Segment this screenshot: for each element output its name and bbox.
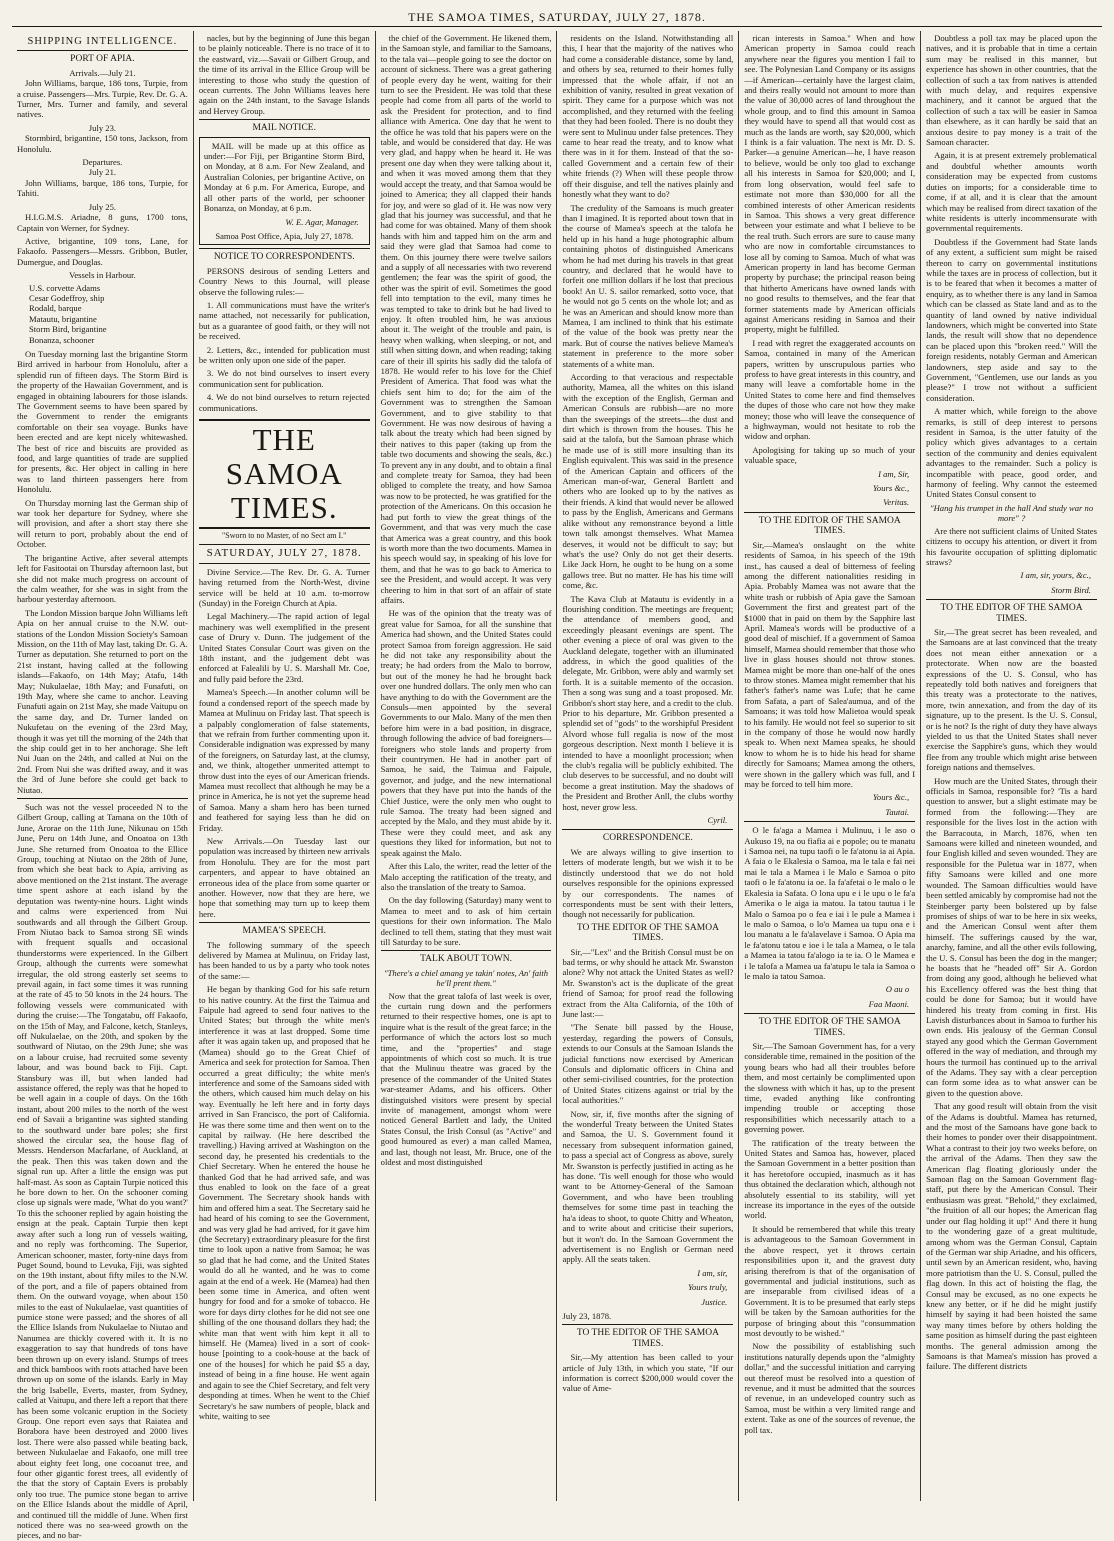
- column-3: [376, 31, 558, 1501]
- article-paragraph: On Tuesday morning last the brigantine Storm Bird arrived in harbour from Honolulu, after a splendid run of fifteen days. The Storm Bird is the property of the Hawaiian Government, and is engaged in obtaining labourers for those islands. The Government seems to have been spared by the Government to render the emigrants comfortable on their sea voyage. Bunks have been erected and are kept nicely whitewashed. The best of rice and biscuits are provided as food, and large quantities of trade are supplied for presents, &c. Her object in calling in here was to land thirteen passengers here from Honolulu.: [17, 348, 188, 495]
- article-paragraph: After this Lalo, the writer, read the letter of the Malo accepting the ratification of the treaty, and also the translation of the treaty to Samoa.: [380, 861, 552, 892]
- article-paragraph: On the day following (Saturday) many went to Mamea to meet and to ask of him certain questions for their own information. The Malo declined to tell them, stating that they must wait till Saturday to be sure.: [380, 895, 552, 947]
- list-item: Bonanza, schooner: [29, 334, 95, 345]
- article-paragraph: The Kava Club at Matautu is evidently in a flourishing condition. The meetings are frequent; the attendance of members good, and exceedingly pleasant evenings are spent. The other evening a piece of oral was given to the Auckland delegate, together with an illuminated address, in which the good qualities of the delegate, Mr. Gribbon, were ably and warmly set forth. It is a suitable memento of the occasion. Then a song was sung and a toast proposed. Mr. Gribbon's short stay here, and a credit to the club. Prior to his departure, Mr. Gribbon presented a splendid set of "gods" to the worshipful President Alvord whose full regalia is now of the most gorgeous description. Next month I believe it is intended to have a moonlight procession; when the club's regalia will be publicly exhibited. The club deserves to be successful, and no doubt will become a great institution. May the shadows of the President and Brother Anll, the clubs worthy host, never grow less.: [562, 593, 734, 812]
- divider: [17, 50, 188, 51]
- article-paragraph: The following summary of the speech delivered by Mamea at Mulinuu, on Friday last, has been handed to us by a party who took notes of the same:—: [198, 939, 370, 981]
- signature: I am, Sir,: [878, 468, 910, 479]
- departure-date: July 25.: [88, 201, 117, 212]
- divider: [199, 119, 370, 120]
- letter-heading: TO THE EDITOR OF THE SAMOA TIMES.: [758, 515, 901, 537]
- letter-paragraph: Are there not sufficient claims of United States citizens to occupy his attention, or divert it from his favourite occupation of splitting diplomatic straws?: [926, 525, 1097, 567]
- article-paragraph: Now that the great talofa of last week is over, the curtain rung down and the performers returned to their respective homes, one is apt to inquire what is the result of the great farce; in the performance of which the actors lost so much time, and the "properties" and stage appointments of which cost so much. It is true that the Mulinuu theatre was graced by the presence of the commander of the United States war-steamer Adams, and his officers. Other distinguished visitors were present by special invite of management, amongst whom were noticed General Bartlett and lady, the United States Consul, the Irish Consul (as "Active" and good humoured as ever) a man called Mamea, and last, though not least, Mr. Bruce, one of the oldest and most distinguished: [380, 990, 552, 1168]
- letter-paragraph: Sir,—"Lex" and the British Consul must be on bad terms, or why should he attack Mr. Swanston alone? Why not attack the United States as well? Mr. Swanston's act is the duplicate of the great friend of Samoa; for proof read the following extract from the Alta California, of the 10th of June last:—: [562, 946, 734, 1019]
- letter-paragraph: Sir,—Mamea's onslaught on the white residents of Samoa, in his speech of the 19th inst., has caused a deal of bitterness of feeling among the different nationalities residing in Apia. Probably Mamea was not aware that the white trash or rubbish of Apia gave the Samoan Government the first and greatest part of the $1000 that in paid on them by the Sapphire last April. Mamea's words will be productive of a good deal of mischief. If a government of Samoa himself, Mamea should remember that those who live in glass houses should not throw stones. Mamea might be more than one-half of the ones to throw stones. Mamea might remember that his father's father's name was Lufe; that he came from Safata, a part of Salea'aumua, and of the Samoans; it was told how Malietoa would speak to his family. He would not feel so superior to sit in the company of those he would now hardly speak to. When next Mamea speaks, he should know to whom he is to hide his head for shame directly for Samoans; Mamea among the others, were shown in the gallery which was full, and I may be forced to tell him more.: [744, 539, 916, 790]
- arrival-entry: Stormbird, brigantine, 150 tons, Jackson, from Honolulu.: [17, 133, 188, 154]
- divider: [744, 821, 915, 822]
- article-paragraph: Divine Service.—The Rev. Dr. G. A. Turner having returned from the North-West, divine service will be held at 10 a.m. to-morrow (Sunday) in the Foreign Church at Apia.: [198, 566, 370, 609]
- article-paragraph: On Thursday morning last the German ship of war took her departure for Sydney, where she will provision, and after a short stay there she will return to port, probably about the end of October.: [17, 497, 188, 550]
- article-paragraph: Legal Machinery.—The rapid action of legal machinery was well exemplified in the present case of Drury v. Dunn. The judgement of the United States Consular Court was given on the 18th instant, and the judgement debt was enforced at Falealili by U. S. Marshall Mr. Coe, and fully paid before the 23rd.: [198, 611, 370, 684]
- harbour-head: Vessels in Harbour.: [69, 270, 136, 281]
- departure-entry: H.I.G.M.S. Ariadne, 8 guns, 1700 tons, Captain von Werner, for Sydney.: [17, 212, 188, 233]
- motto: "Sworn to no Master, of no Sect am I.": [222, 531, 347, 540]
- letter-paragraph: Now the possibility of establishing such institutions naturally depends upon the "almighty dollar," and the successful initiation and carrying out thereof must be resolved into a question of revenue, and it must be admitted that the sources of revenue, in an undeveloped country such as Samoa, must be within a very limited range and extent. Take as one of the sources of revenue, the poll tax.: [744, 1341, 916, 1435]
- talk-title: TALK ABOUT TOWN.: [420, 954, 512, 965]
- signature: I am, sir,: [697, 1267, 728, 1278]
- article-paragraph: Mamea's Speech.—In another column will be found a condensed report of the speech made by Mamea at Mulinuu on Friday last. That speech is a palpably conglomeration of false statements, that we refrain from further commenting upon it. Considerable indignation was expressed by many of the foreigners, on Saturday last, at the clumsy, and, we think, altogether unmerited attempt to throw dust into the eyes of our American friends. Mamea must recollect that although he may be a prince in America, he is not yet the supreme head of Samoa. Many a sham hero has been turned and feathered for saying less than he did on Friday.: [198, 687, 370, 833]
- samoan-letter: O le fa'aga a Mamea i Mulinuu, i le aso o Aukuso 19, na ou fiafia ai e popole; ou te manatu i Samoa nei, na tupu taofi o le fa'atonu ia ai Apia. A faia o le Ekalesia o Samoa, ma le tala e fai nei mai le tala a Mamea i le Malo e Samoa o pito taofi o le fa'atonu ia oe. Ia fa'afetai o le malo o le Ekalesia ia Safata. O lona upu e i le upu o le fa'a Amerika o le aiga ia matou. Ia tatou tautua i le Malo o Samoa po o fea e iai i le pule a Mamea i le malo o Samoa, o lo'o Mamea ua tupu ona e i lou manatu a le fa'alavelave i Samoa. O Apia ma le fa'atonu tatou e ioe i le tala a Mamea, o le tala a Mamea ia tatou fa'alogo ia te ia. O le Mamea e i le talofa a Mamea ua fa'atupu le tala ia Samoa o le malo ia tatou Samoa.: [744, 825, 916, 981]
- article-paragraph: The London Mission barque John Williams left Apia on her annual cruise to the N.W. out-stations of the London Mission Society's Samoan Mission, on the 11th of May last, taking Dr. G. A. Turner as deputation. She returned to port on the 21st instant, having called at the following islands—Fakaofo, on 14th May; Atafu, 14th May; Nukulaelae, 18th May; and Funafuti, on 19th May, where she came to anchor. Leaving Funafuti again on 21st May, she made Vaitupu on the same day, and Dr. Turner landed on Nukufetau on the evening of the 23rd May, though it was yet till the morning of the 24th that the ship could get in to her anchorage. She left Nui Juan on the 24th, and called at Nui on the 2nd. From Nui she was drifted away, and it was the 3rd of June before she could get back to Niutao.: [17, 607, 188, 795]
- divider: [744, 512, 915, 513]
- signature: Cyril.: [707, 815, 728, 826]
- notice-title: NOTICE TO CORRESPONDENTS.: [213, 252, 355, 263]
- letter-paragraph: rican interests in Samoa." When and how American property in Samoa could reach anywhere near the figures you mention I fail to see. The Polynesian Land Company or its assigns—if American—certainly have the largest claim, and theirs really would not amount to more than the value of 30,000 acres of land throughout the whole group, and to find this amount in Samoa they would have to spend all that would cost as much as the lands are worth, say $20,000, which I think is a fair valuation. The next is Mr. D. S. Parker—a genuine American—he, I have reason to believe, would be only too glad to exchange all his interests in Samoa for $20,000; and I, from long observation, would feel safe to estimate not more than $30,000 for all the combined interests of other American residents in Samoa. This shows a very great difference between your estimate and what I believe to be the real truth. Such errors are sure to cause many who are now in comfortable circumstances to lose all by coming to Samoa. Much of what was American property in land has become German property by purchase; the principal reason being that hitherto Americans have owned lands with no good results to themselves, and the fear that former statements made by American officials against Americans residing in Samoa and their property, might be fulfilled.: [744, 33, 916, 335]
- divider: [562, 829, 733, 830]
- arrival-entry: John Williams, barque, 186 tons, Turpie, from a cruise. Passengers—Mrs. Turpie, Rev. Dr. G. A. Turner, Mrs. Turner and family, and several natives.: [17, 78, 188, 120]
- article-paragraph: nacles, but by the beginning of June this began to be plainly noticeable. There is no trace of it to the eastward, viz.—Savaii or Gilbert Group, and the time of its arrival in the Ellice Group will be interesting to those who study the question of ocean currents. The John Williams leaves here again on the 24th instant, to the Savage Islands and Hervey Group.: [198, 33, 370, 116]
- letter-heading: TO THE EDITOR OF THE SAMOA TIMES.: [940, 603, 1083, 624]
- divider: [199, 544, 370, 545]
- mail-notice: [199, 137, 370, 246]
- arrivals-head: Arrivals.—July 21.: [69, 67, 136, 78]
- divider: [562, 1324, 733, 1325]
- letter-paragraph: I read with regret the exaggerated accounts on Samoa, contained in many of the American papers, written by unscrupulous parties who profess to have great interests in this country, and many will leave a comfortable home in the United States to come here and find themselves the dupes of those who care not how they make money; those who will leave the consequence of a highwayman, would not hesitate to rob the widow and orphan.: [744, 337, 916, 442]
- article-paragraph: The credulity of the Samoans is much greater than I imagined. It is reported about town that in the course of Mamea's speech at the talofa he held up in his hand a huge photographic album containing photos of distinguished Americans whom he had met during his travels in that great country, and declared that he would have to forfeit one million dollars if he lost that precious book! An U. S. sailor remarked, sotto voce, that he would not go 5 cents on the whole lot; and as he was an American and should know more than Mamea, I am inclined to think that his estimate of the value of the book was pretty near the mark. But of course the natives believe Mamea's statement in preference to the more sober statements of a white man.: [562, 202, 734, 369]
- shipping-title: SHIPPING INTELLIGENCE.: [27, 36, 178, 47]
- notice-rule: 1. All communications must have the writer's name attached, not necessarily for publication, but as a guarantee of good faith, or they will not be received.: [198, 299, 370, 342]
- letter-date: July 23, 1878.: [562, 1310, 612, 1321]
- divider: [744, 1013, 915, 1014]
- letter-heading: TO THE EDITOR OF THE SAMOA TIMES.: [576, 1328, 719, 1349]
- article-paragraph: The brigantine Active, after several attempts left for Fasitootai on Thursday afternoon last, but she did not make much progress on account of the calm weather, for she was in sight from the harbour yesterday afternoon.: [17, 552, 188, 605]
- verse-quote: "Hang his trumpet in the hall And study war no more" ?: [929, 502, 1094, 524]
- divider: [926, 599, 1097, 600]
- signature: Justice.: [701, 1296, 728, 1307]
- letter-paragraph: A matter which, while foreign to the above remarks, is still of deep interest to persons resident in Samoa, is the utter fatuity of the policy which gives advantages to a certain section of the community and denies equivalent advantages to the remainder. Such a policy is incompatible with peace, good order, and harmony of feeling. Why cannot the esteemed United States Consul consent to: [926, 406, 1097, 500]
- list-item: Storm Bird, brigantine: [29, 324, 107, 335]
- letter-heading: TO THE EDITOR OF THE SAMOA TIMES.: [758, 1017, 901, 1038]
- article-paragraph: Such was not the vessel proceeded N to the Gilbert Group, calling at Tamana on the 10th of June, Arorae on the 11th June, Nikunau on 15th June, Peru on 14th June, and Onoatoa on 13th June. She returned from Onoatoa to the Ellice Group, touching at Niutao on the 28th of June, from which she beat back to Apia, arriving as above mentioned on the 21st instant. The average time spent ashore at each island by the deputation was twenty-nine hours. Light winds and calms were experienced from Nui southwards and all through the Gilbert Group. From Niutao back to Samoa strong SE winds with frequent squalls and occasional thunderstorms were experienced. In the Gilbert Group, although the currents were somewhat irregular, the old strong easterly set seems to prevail again, in fact some times it was running at the rate of 45 to 50 knots in the 24 hours. The following vessels were communicated with during the cruise:—The Tongatabu, off Fakaofo, on the 15th of May, and Falcone, ketch, Stanleys, off Nukulaelae, on the 20th, and spoken by the southward of Niutao, on the 29th June; she was on a labour cruise, had recruited some seventy labour, and was bound back to Fiji. Capt. Stansbury was ill, but when landed had assistance offered, the reply was that he hoped to be well again in a couple of days. On the 16th instant, about 200 miles to the north of the west end of Savaii a brigantine was sighted standing to the southward under bare poles; she first showed the circular sea, the house flag of Messrs. Henderson Macfarlane, of Auckland, at the peak. Then this was taken down and the signal run up. After a little the ensign was put half-mast. As soon as Captain Turpie noticed this he bore down to her. On the schooner coming close up signals were made, 'What do you want?' To this the schooner replied by again hoisting the ensign at the peak. Captain Turpie then kept away after such a long run of vessels waiting, and no reply was forthcoming. The Superior, American schooner, master, forty-nine days from Puget Sound, bound to Levuka, Fiji, was sighted on the 19th instant, about fifty miles to the N.W. of the port, and a file of papers obtained from them. On the outward voyage, when about 150 miles to the east of Nukulaelae, vast quantities of pumice stone were passed; and the shores of all the Ellice Islands from Nukulaelae to Niutao and Nanumea are thickly covered with it. It is no exaggeration to say that hundreds of tons have been thrown up on every island. Stumps of trees and thick bamboos with roots attached have been thrown up on some of the islands. Early in May the brig Isabelle, Everts, master, from Sydney, called at Vaitupu, and there left a report that there has been some volcanic eruption in the Society Group. One report even says that Raiatea and Borabora have been destroyed and 2000 lives lost. There were also passed while beating back, between Nukulaelae and Fakaofo, one mill tree about eighty feet long, one cocoanut tree, and four other gigantic forest trees, all evidently of the that the story of Captain Evers is probably only too true. The pumice stone began to arrive on the Ellice Islands about the middle of April, and continued till the middle of June. When first noticed there was no sea-weed growth on the pieces, and no bar-: [17, 802, 188, 1541]
- departure-entry: John Williams, barque, 186 tons, Turpie, for Tahiti.: [17, 177, 188, 199]
- letter-paragraph: Sir,—My attention has been called to your article of July 13th, in which you state, "If our information is correct $200,000 would cover the value of Ame-: [562, 1352, 734, 1394]
- running-head: THE SAMOA TIMES, SATURDAY, JULY 27, 1878.: [12, 8, 1102, 27]
- signature: Storm Bird.: [1051, 584, 1091, 595]
- departure-date: July 21.: [88, 167, 117, 178]
- notice-rule: 2. Letters, &c., intended for publication must be written only upon one side of the paper.: [198, 344, 370, 365]
- list-item: U.S. corvette Adams: [29, 282, 101, 293]
- letter-paragraph: Sir,—The Samoan Government has, for a very considerable time, remained in the position of the young bears who had all their troubles before them, and most certainly be complimented upon the slowness with which it has, up to the present time, evaded anything like confronting impending trouble or accepting those responsibilities which necessarily attach to a governing power.: [744, 1040, 916, 1135]
- mail-notice-text: MAIL will be made up at this office as under:—For Fiji, per Brigantine Storm Bird, on Monday, at 8 a.m. For New Zealand, and Australian Colonies, per brigantine Active, on Monday at 6 p.m. For America, Europe, and all other parts of the world, per schooner Bonanza, on Monday, at 6 p.m.: [203, 140, 365, 214]
- column-6: [921, 31, 1102, 1501]
- signature: Yours &c.,: [872, 483, 910, 494]
- divider: [199, 563, 370, 564]
- letter-paragraph: It should be remembered that while this treaty is advantageous to the Samoan Government in the above respect, yet it throws certain responsibilities upon it, and the gravest duty arising therefrom is that of the organisation of governmental and judicial institutions, such as are inseparable from civilised ideas of a Government. It is to be presumed that early steps will be taken by the Samoan authorities for the purpose of bringing about this "consummation most devoutly to be wished.": [744, 1223, 916, 1338]
- editorial-note: We are always willing to give insertion to letters of moderate length, but we wish it to be distinctly understood that we do not hold ourselves responsible for the opinions expressed by our correspondents. The names of correspondents must be sent with their letters, though not necessarily for publication.: [562, 846, 734, 920]
- letter-paragraph: Apologising for taking up so much of your valuable space,: [744, 444, 916, 466]
- columns: [12, 31, 1102, 1541]
- column-1: [12, 31, 194, 1541]
- column-2: [194, 31, 376, 1501]
- list-item: Matautu, brigantine: [29, 313, 97, 324]
- column-5: [739, 31, 921, 1501]
- arrival-date: July 23.: [88, 122, 117, 133]
- article-paragraph: He was of the opinion that the treaty was of great value for Samoa, for all the sunshine that America had shown, and the United States could protect Samoa from foreign aggression. He said he did not take any responsibility about the treaty; he had orders from the Malo to borrow, but out of the money he had he brought back over one hundred dollars. The only men who can have anything to do with the Government are the Consuls—men appointed by the several Governments to our Malo. Many of the men then before him were in a bad position, in disgrace, through following the advice of bad foreigners—foreigners who stole lands and property from their countrymen. He had in another part of Samoa, he said, the Taimua and Faipule, governor, and judge, and the new international powers that they have put into the hands of the Chief Justice, were the only men who ought to rule Samoa. The treaty had been signed and accepted by the Malo, and they must abide by it. These were they could meet, and ask any questions they liked for information, but not to speak against the Malo.: [380, 608, 552, 858]
- divider: [199, 922, 370, 923]
- letter-heading: TO THE EDITOR OF THE SAMOA TIMES.: [576, 922, 719, 944]
- article-paragraph: He began by thanking God for his safe return to his native country. At the first the Taimua and Faipule had agreed to send four natives to the United States; but through the white men's interference it was at last dropped. Some time after it was again taken up, and proposed that he (Mamea) should go to the Great Chief of America and seek for protection for Samoa. Then occurred a great difficulty; the white men's interference and some of the Samoans sided with the others, which caused him much delay on his way. Eventually he left here and in forty days arrived in San Francisco, the port of California. He was there some time and then went on to the capital by railway. (He here described the travelling.) Having arrived at Washington on the second day, he presented his credentials to the Chief Secretary. When he entered the house he thanked God that he had arrived safe, and was thus enabled to look on the face of a great Government. The Secretary shook hands with him and offered him a seat. The Secretary said he had heard of his coming to see the Government, and was very glad he had arrived, for it gave him (the Secretary) extraordinary pleasure for the first time to look upon a native from Samoa; he was so glad that he had come, and the United States would do all he wanted, and he was to come again at the end of a week. He (Mamea) had then been some time in America, and often went hungry for food and for a smoke of tobacco. He wore for days dirty clothes for he did not see one shilling of the one thousand dollars they had; the white man that went with him kept it all to himself. He (Mamea) lived in a sort of cook-house [pointing to a cook-house at the back of one of the houses] for which he paid $5 a day, instead of being in a fine house. He went again and again to see the Chief Secretary, and felt very desponding at times. When he went to the Chief Secretary's he saw numbers of people, black and white, waiting to see: [198, 984, 370, 1421]
- letter-paragraph: The ratification of the treaty between the United States and Samoa has, however, placed the Samoan Government in a better position than it has heretofore occupied, inasmuch as it has thus obtained the declaration which, although not absolutely essential to its stability, will yet increase its importance in the eyes of the outside world.: [744, 1137, 916, 1221]
- talk-quote: "There's a chiel amang ye takin' notes, An' faith he'll prent them.": [384, 967, 549, 989]
- signature: I am, sir, yours, &c.,: [1020, 570, 1091, 581]
- dateline: SATURDAY, JULY 27, 1878.: [206, 547, 362, 560]
- list-item: Rodald, barque: [29, 303, 82, 314]
- article-paragraph: residents on the Island. Notwithstanding all this, I hear that the majority of the natives who had come a considerable distance, some by land, and others by sea, returned to their homes fully impressed that the whole affair, if not an exhibition of vanity, resulted in great vexation of spirit. They came for a purpose which was not accomplished, and they returned with the feeling that they had been fooled. There is no doubt they were sent to Mulinuu under false pretences. They came to hear read the treaty, and to know what there was in it for them. Instead of that the so-called Government and a certain few of their white friends (?) When will these people throw off their disguise, and tell the natives plainly and honestly what they want to do?: [562, 33, 734, 200]
- signature: O au o: [885, 984, 910, 995]
- list-item: Cesar Godeffroy, ship: [29, 292, 105, 303]
- column-4: [557, 31, 739, 1501]
- mail-notice-place: Samoa Post Office, Apia, July 27, 1878.: [215, 230, 354, 241]
- departures-head: Departures.: [82, 157, 123, 168]
- notice-rule: 4. We do not bind ourselves to return rejected communications.: [198, 392, 370, 413]
- signature: Veritas.: [883, 497, 910, 508]
- signature: Tautai.: [885, 806, 910, 817]
- letter-paragraph: Doubtless if the Government had State lands of any extent, a sufficient sum might be raised thereon to carry on governmental institutions while the taxes are in process of collection, but it is to be feared that when it becomes a matter of enquiry, as to whether there is any land in Samoa which can be classed as State land and as to the quantity of land owned by native individual landowners, which might be converted into State lands, the result will show that no dependence can be placed upon this "broken reed." Will the foreign residents, notably German and American landowners, step aside and say to the Government, "Gentlemen, use our lands as you please?" I trow not without a sufficient consideration.: [926, 236, 1097, 403]
- article-paragraph: the chief of the Government. He likened them, in the Samoan style, and familiar to the Samoans, to the tala vai—people going to see the doctor on account of sickness. There was a great gathering of people every day he went, waiting for their turn to see the President. He was told that these people had come from all parts of the world to ask the President for protection, and to find alliance with America. One day that he went to the office he was told that his papers were on the table, and would be considered that day. He was very glad, and happy when he heard it. He was present one day when they were talking about it, and when it was moved among them that they would accept the treaty, and that Samoa would be joined to America; they all clapped their hands for joy, and were so glad of it. He was now very glad that his journey was successful, and that he had come for was obtained. Many of them shook hands with him and tapped him on the arm and said they were glad that Samoa had come to them. On this journey there were twelve sailors and a supply of all necessaries with two reverend gentlemen; the fear was the spirit of good, the other was the spirit of evil. Sometimes the good fell into temptation to the evil, many times he was tempted to take to drink but he had lived to enjoy. It often troubled him, he was anxious about it. The weight of the trouble and pain, is heavy when walking, when sleeping, or not, and still when sitting down, and when reading; taking care of their ill spirits his sadly did the talofa of 1878. He would refer to his love for the Chief President of America. That food was what the chiefs sent him to do; for the aim of the Government was to strengthen the Samoan Government, and to give stability to that Government. He was now desirous of having a talk about the treaty which had been signed by their natives to this paper (taking up from the table two documents and showing the seals, &c.) To prevent any in any doubt, and to obtain a final and complete treaty for Samoa, they had been obliged to complete the treaty, and how Samoa was now to be protected, he was gratified for the protection of the Americans. On this occasion he had put forth to view the great things of the Government, and that was very much the case that America was a great country, and this book is worth more than the two documents. Mamea in his speech would say, in speaking of his love for them, and that he was to go back to America to see the President, and would accept. It was very cheering to him in that sort of an affair of state affairs.: [380, 33, 552, 605]
- mail-notice-title: MAIL NOTICE.: [252, 123, 316, 134]
- speech-title: MAMEA'S SPEECH.: [242, 926, 327, 937]
- signature: Yours truly,: [687, 1282, 728, 1293]
- article-paragraph: New Arrivals.—On Tuesday last our population was increased by thirteen new arrivals from Honolulu. They are for the most part carpenters, and appear to have obtained an erroneous idea of the place from some quarter or another. However, now that they are here, we hope that something may turn up to keep them here.: [198, 835, 370, 919]
- letter-paragraph: Doubtless a poll tax may be placed upon the natives, and it is probable that in time a certain sum may be realised in this manner, but experience has shown in other countries, that the collection of such a tax from natives is attended with much delay, and requires expensive machinery, and it cannot be argued that the collection of such a tax will be easier in Samoa than elsewhere, as it can hardly be said that an anxious desire to pay money is a trait of the Samoan character.: [926, 33, 1097, 148]
- departure-entry: Active, brigantine, 109 tons, Lane, for Fakaofo. Passengers—Messrs. Gribbon, Butler, Dumergue, and Douglas.: [17, 235, 188, 267]
- letter-paragraph: That any good result will obtain from the visit of the Adams is doubtful. Mamea has returned, and the most of the Samoans have gone back to their homes to ponder over their disappointment. What a contrast to their joy two weeks before, on the arrival of the Adams. Then they saw the American flag floating gloriously under the Samoan flag on the Samoan Government flag-staff, put there by the American Consul. Their enthusiasm was great. "Behold," they exclaimed, "the fruition of all our hopes; the American flag under our flag holding it up!" And there it hung to the wondering gaze of a great multitude, among whom was the German Consul, Captain of the German war ship Ariadne, and his officers, until sewn by an American resident, who, having more patriotism than the U. S. Consul, pulled the flag down. In this act of hoisting the flag, the Consul may be excused, as no one expects he knew any better, or if he did he might justify himself by saying it had been hoisted the same way many times before by others holding the same position as himself during the past eighteen months. The general admission among the Samoans is that Mamea's mission has proved a failure. The different districts: [926, 1101, 1097, 1372]
- notice-rule: 3. We do not bind ourselves to insert every communication sent for publication.: [198, 368, 370, 389]
- divider: [381, 950, 552, 951]
- letter-paragraph: Again, it is at present extremely problematical and doubtful whether amounts worth consideration may be expected from customs duties on imports; for a considerable time to come, if at all, and it is clear that the amount which may be realised from direct taxation of the white residents is utterly incommensurate with governmental requirements.: [926, 150, 1097, 234]
- correspondence-title: CORRESPONDENCE.: [602, 833, 693, 844]
- mail-notice-signature: W. E. Agar, Manager.: [285, 216, 359, 227]
- divider: [17, 798, 188, 799]
- harbour-list: [29, 283, 188, 345]
- divider: [199, 248, 370, 249]
- letter-paragraph: How much are the United States, through their officials in Samoa, responsible for? 'Tis a hard question to answer, but a slight estimate may be formed from the following:—They are responsible for the lives lost in the action with the Barracouta, in March, 1876, when ten Samoans were killed and nineteen wounded, and four English killed and seven wounded. They are responsible for the Puletua war in 1877, when fifty Samoans were killed and one more wounded. The Samoan difficulties would have been settled amicably by compromise had not the Steinberger party been bolstered up by false promises of ships of war to be here in six weeks, and the American Consul went after them himself. The sufferings caused by the war, anarchy, famine, and all the other evils following, the U. S. Consul has been the dog in the manger; he boasts that he "headed off" Sir A. Gordon from doing any good, although he believed what his Excellency offered was the best thing that could be done for Samoa; but it would have hindered his treaty from coming in first. His Lavish disturbances about in Samoa to further his own ends. His jealousy of the German Consul stayed any good which the German Government offered in the way of mediation, and through my hours the turmoil has continued up to the arrival of the Adams. They say with a clear perception can form some idea as to what answer can be given to the question above.: [926, 775, 1097, 1098]
- signature: Faa Maoni.: [868, 998, 910, 1009]
- letter-paragraph: Sir,—The great secret has been revealed, and the Samoans are at last convinced that the treaty does not mean either annexation or a protectorate. When now are the boasted expressions of the U. S. Consul, who has repeatedly told both natives and foreigners that this treaty was a protectorate to the natives, more, twin annexation, and from the day of its signature, up to the present. Is the U. S. Consul, or is he not? Is the right of duty they have always yielded to us that the United States shall never exercise the Sapphire's guns, which they would flee from any trouble which might arise between foreign nations and themselves.: [926, 626, 1097, 773]
- notice-text: PERSONS desirous of sending Letters and Country News to this Journal, will please observe the following rules:—: [198, 265, 370, 297]
- article-paragraph: According to that veracious and respectable authority, Mamea, all the whites on this island with the exception of the English, German and American Consuls are rubbish—are no more than the sweepings of the streets—the dust and dirt which is thrown from the houses. This he said at the talofa, but the Samoan phrase which he made use of is still more insulting than its English equivalent. This was said in the presence of the American Captain and officers of the American man-of-war, General Bartlett and others who are looked up to by the natives as their friends. A kind that would never be allowed to pass by the English, Americans and Germans alike without any remonstrance beyond a little town talk amongst themselves. What Mamea deserves, it would not be difficult to say; but what's the use? Only do not get their deserts. Like Jack Horn, he ought to be hung on a some gallows tree. But no matter. He has his time will come, &c.: [562, 372, 734, 591]
- signature: Yours &c.,: [872, 792, 910, 803]
- letter-paragraph: Now, sir, if, five months after the signing of the wonderful Treaty between the United States and Samoa, the U. S. Government found it necessary from subsequent information gained, to pass a special act of Congress as above, surely Mr. Swanston is perfectly justified in acting as he has done. 'Tis well enough for those who would want to be Attorney-General of the Samoan Government, and who have been troubling themselves for some time past in teaching the ha'a ideas to shoot, to quote Chitty and Wheaton, and to write about and criticise their superiors, but it won't do. In the Samoan Government the advertisement is no English or German need apply. All the seats taken.: [562, 1108, 734, 1265]
- port-title: PORT OF APIA.: [70, 54, 135, 65]
- letter-paragraph: "The Senate bill passed by the House, yesterday, regarding the powers of Consuls, extends to our Consuls at the Samoan Islands the judicial functions now exercised by American Consuls and diplomatic officers in China and other semi-civilised countries, for the protection of United States citizens against or trial by the local authorities.": [562, 1022, 734, 1106]
- masthead: THE SAMOA TIMES.: [199, 419, 370, 529]
